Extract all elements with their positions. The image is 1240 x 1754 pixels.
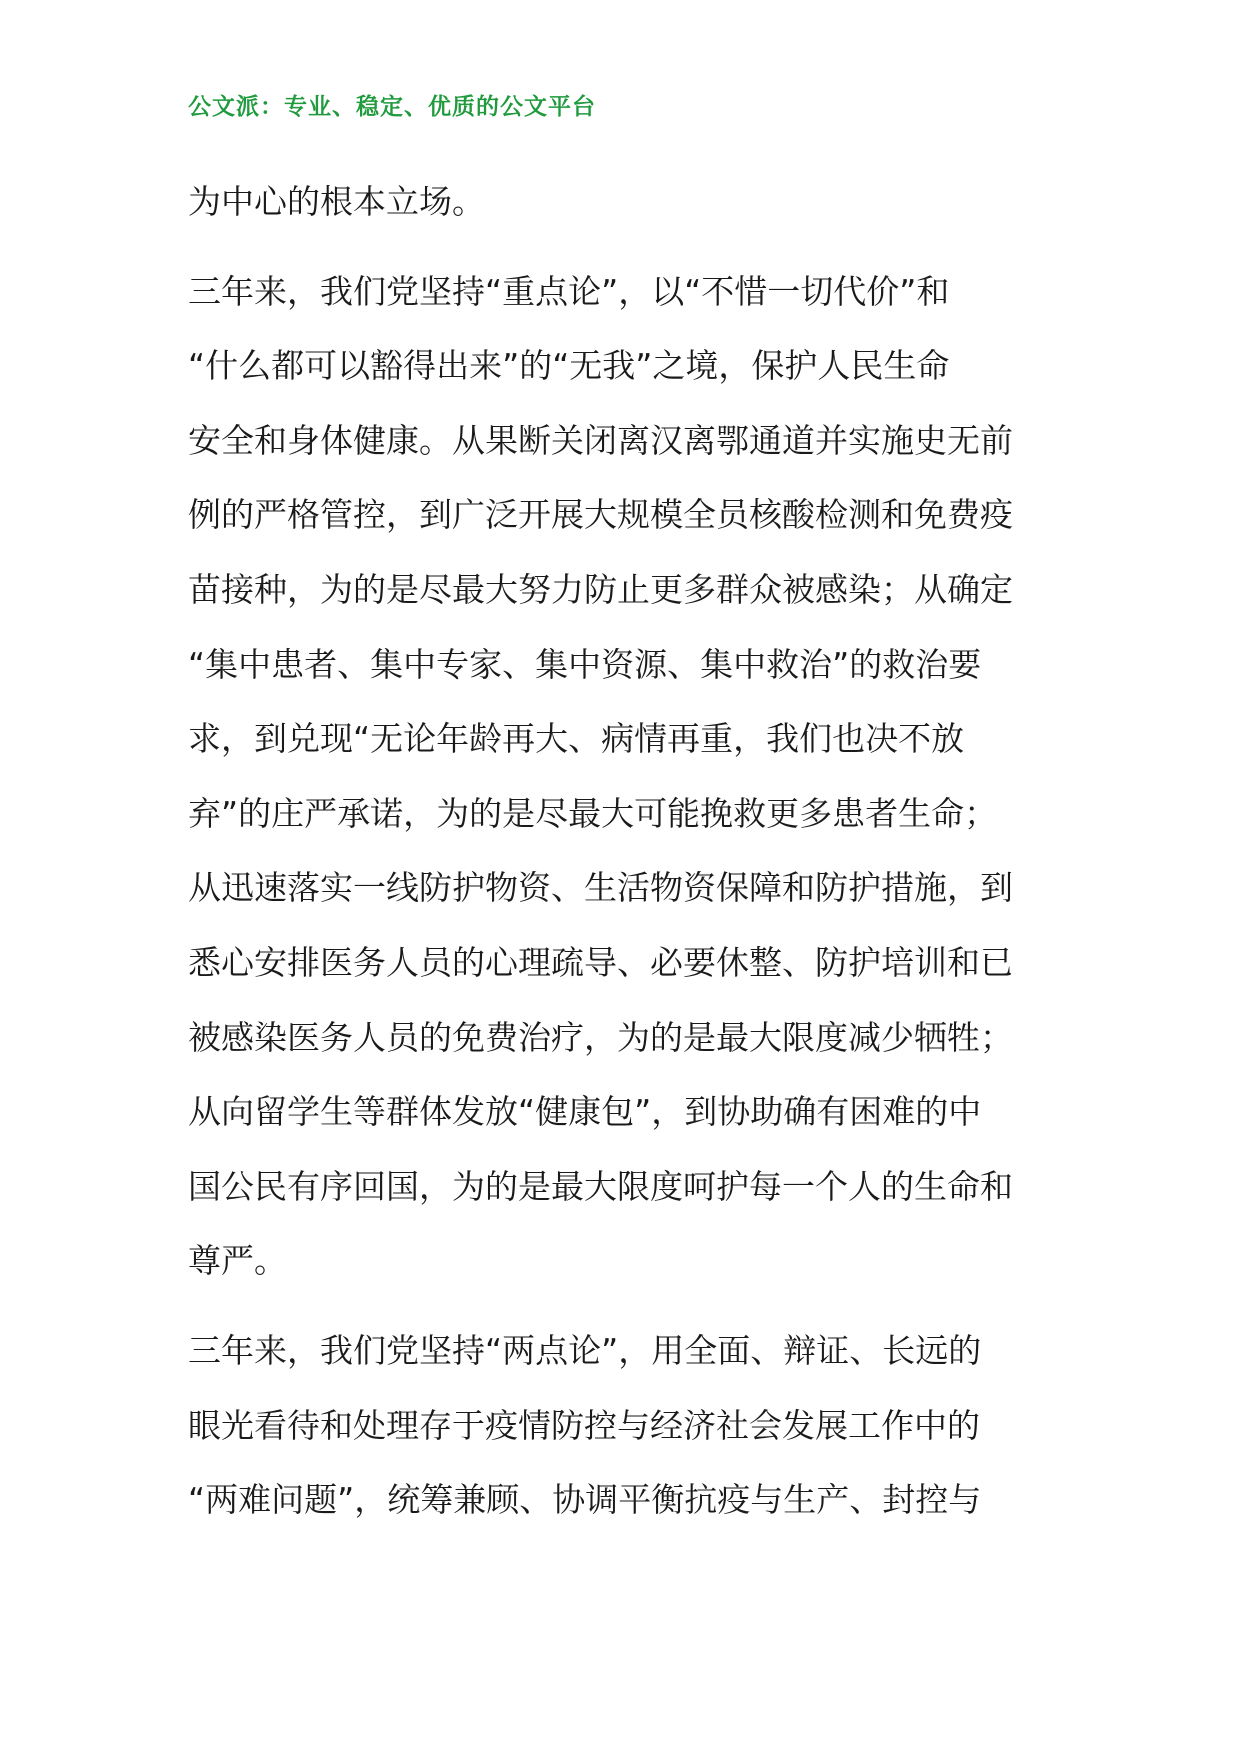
text-line: 从向留学生等群体发放“健康包”，到协助确有困难的中 [188, 1092, 982, 1132]
text-line: 安全和身体健康。从果断关闭离汉离鄂通道并实施史无前 [188, 420, 1013, 460]
text-line: 国公民有序回国，为的是最大限度呵护每一个人的生命和 [188, 1166, 1013, 1206]
paragraph [188, 1314, 1058, 1538]
text-line: 悉心安排医务人员的心理疏导、必要休整、防护培训和已 [188, 942, 1013, 982]
text-line: 被感染医务人员的免费治疗，为的是最大限度减少牺牲； [188, 1017, 1013, 1057]
text-line: 例的严格管控，到广泛开展大规模全员核酸检测和免费疫 [188, 495, 1013, 535]
text-line: “什么都可以豁得出来”的“无我”之境，保护人民生命 [188, 346, 950, 386]
paragraph [188, 255, 1058, 1299]
paragraph [188, 165, 1058, 240]
text-line: 三年来，我们党坚持“两点论”，用全面、辩证、长远的 [188, 1330, 982, 1370]
text-line: “两难问题”，统筹兼顾、协调平衡抗疫与生产、封控与 [188, 1480, 982, 1520]
paragraph-gap [188, 240, 1058, 255]
text-line: 眼光看待和处理存于疫情防控与经济社会发展工作中的 [188, 1405, 980, 1445]
text-line: 为中心的根本立场。 [188, 182, 485, 221]
text-line: 弃”的庄严承诺，为的是尽最大可能挽救更多患者生命； [188, 793, 998, 833]
paragraph-gap [188, 1299, 1058, 1314]
text-line: 从迅速落实一线防护物资、生活物资保障和防护措施，到 [188, 868, 1013, 908]
site-slogan: 公文派：专业、稳定、优质的公文平台 [188, 94, 596, 120]
text-line: 尊严。 [188, 1241, 287, 1281]
text-line: 三年来，我们党坚持“重点论”，以“不惜一切代价”和 [188, 271, 950, 311]
text-line: 求，到兑现“无论年龄再大、病情再重，我们也决不放 [188, 719, 965, 759]
text-line: 苗接种，为的是尽最大努力防止更多群众被感染；从确定 [188, 569, 1013, 609]
body-text [188, 165, 1058, 1538]
text-line: “集中患者、集中专家、集中资源、集中救治”的救治要 [188, 644, 982, 684]
